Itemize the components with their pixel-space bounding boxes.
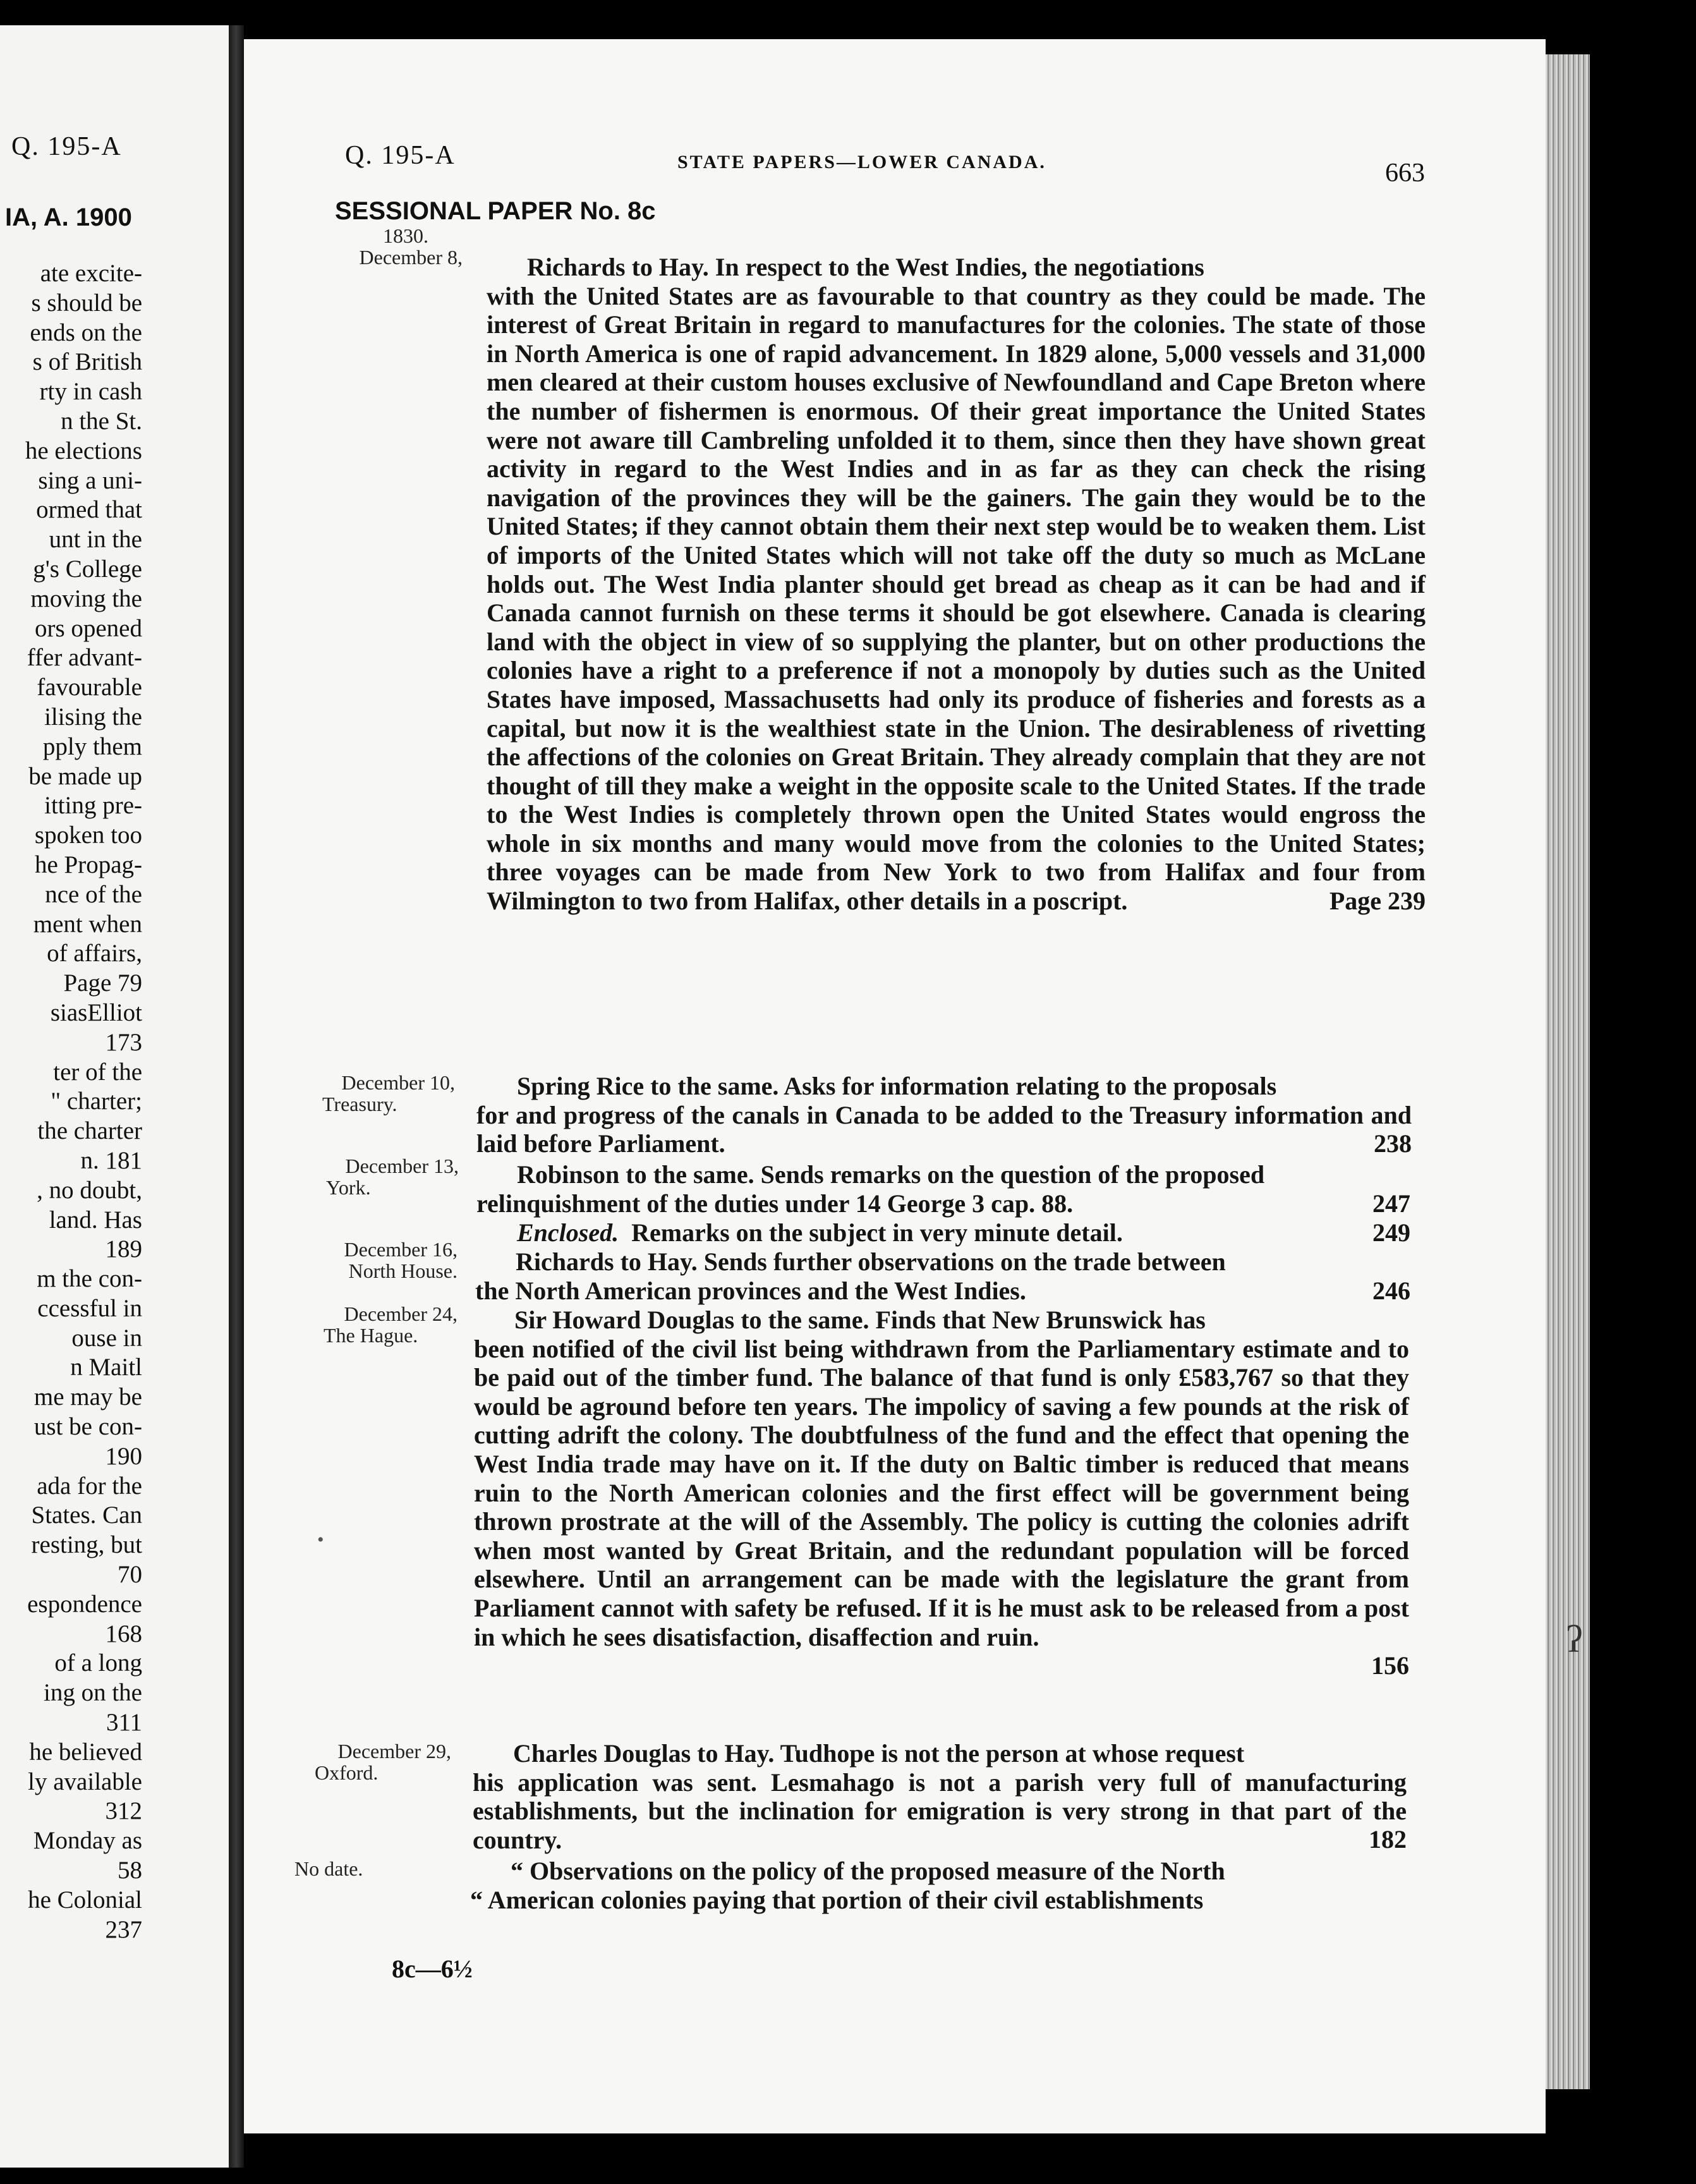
entry-observations [470,1857,1405,1914]
left-page-line: 311 [106,1709,142,1737]
entry-enclosed-row [476,1218,1410,1247]
left-page-line: ffer advant- [27,644,142,672]
entry-body: relinquishment of the duties under 14 George 3 cap. 88. [476,1189,1074,1218]
left-page-line: pply them [42,732,142,760]
left-page-line: ter of the [53,1058,142,1086]
page-header-code: Q. 195-A [345,141,456,170]
entry-date-text: December 8, [359,246,463,269]
entry-lead: “ Observations on the policy of the proposed measure of the North [511,1857,1225,1885]
entry-last-row [476,1189,1410,1218]
enclosed-text: Remarks on the subject in very minute detail. [631,1218,1123,1247]
left-page-header-year: IA, A. 1900 [5,203,132,231]
page-number: 663 [1385,159,1425,188]
left-page-line: m the con- [37,1265,142,1293]
entry-date-text: December 13, [345,1155,459,1177]
left-page-line: g's College [33,555,142,583]
left-page-line: 173 [105,1028,142,1056]
entry-date-text: December 16, [344,1238,457,1261]
entry-last-row [475,1277,1410,1306]
entry-richards-dec16 [475,1247,1410,1305]
entry-place: North House. [348,1259,457,1282]
left-page-line: s of British [32,348,142,376]
entry-date [318,1303,457,1346]
entry-place: Treasury. [322,1093,397,1115]
signature-mark: 8c—6½ [392,1955,473,1983]
left-page-line: spoken too [34,822,142,849]
entry-body: with the United States are as favourable to that country as they could be made. The interest of Great Britain in regard to manufactures for the colonies. The state of those in North America is one of rapid advancement. In 1829 alone, 5,000 vessels and 31,000 men cleared at their custom houses exclusive of Newfoundland and Cape Breton where the number of fishermen is enormous. Of their great importance the United States were not aware till Cambreling unfolded it to them, since then they have shown great activity in regard to the West Indies and in as far as they can check the rising navigation of the provinces they will be the gainers. The gain they would be to the United States; if they cannot obtain them their next step would be to weaken them. List of imports of the United States which will not take off the duty so much as McLane holds out. The West India planter should get bread as cheap as it can be had and if Canada cannot furnish on these terms it should be got elsewhere. Canada is clearing land with the object in view of so supplying the planter, but on other productions the colonies have a right to a preference if not a monopoly by duties such as the United States have imposed, Massachusetts had only its produce of fisheries and forests as a capital, but now it is the wealthiest state in the Union. The desirableness of rivetting the affections of the colonies on Great Britain. They already complain that they are not thought of till they make a weight in the opposite scale to the United States. If the trade to the West Indies is completely thrown open the United States would engross the whole in six months and many would move from the colonies to the United States; three voyages can be made from New York to two from Halifax and four from Wilmington to two from Halifax, other details in a poscript. [487,281,1426,916]
left-page-line: ly available [28,1768,142,1795]
entry-page-ref: 238 [1374,1129,1412,1158]
entry-lead: Robinson to the same. Sends remarks on the question of the proposed [517,1160,1265,1189]
left-page-line: siasElliot [50,998,142,1026]
left-page-line: land. Has [49,1206,142,1234]
entry-date-text: December 10, [341,1071,455,1094]
left-page-line: n Maitl [70,1354,142,1381]
left-page-line: ing on the [44,1679,142,1707]
entry-enclosed [476,1218,1410,1247]
left-page-line: he elections [25,437,142,464]
left-page-line: ust be con- [33,1413,142,1441]
entry-date [324,225,463,268]
entry-page-ref: 182 [1369,1825,1407,1854]
stray-ink-glyph: • [317,1529,324,1550]
left-page-line: me may be [33,1383,142,1411]
entry-lead: Sir Howard Douglas to the same. Finds that New Brunswick has [514,1306,1206,1334]
left-page-line: States. Can [31,1502,142,1529]
left-page-line: 168 [105,1620,142,1647]
entry-richards-dec8 [487,253,1426,915]
left-page-line: ors opened [34,614,142,642]
entry-lead: Richards to Hay. Sends further observations on the trade between [516,1247,1226,1276]
entry-page-ref: 249 [1372,1218,1410,1247]
entry-year: 1830. [383,224,428,247]
left-page-line: ment when [33,910,142,938]
left-page-line: , no doubt, [37,1176,142,1204]
left-page-line: rty in cash [39,378,142,406]
entry-body: his application was sent. Lesmahago is not a parish very full of manufacturing establishments, but the inclination for emigration is very strong in that part of the country. [473,1768,1407,1854]
entry-page-ref: Page 239 [1329,886,1426,915]
left-page-line: ouse in [71,1324,142,1352]
left-page-line: 58 [118,1857,142,1884]
previous-page-fragment [0,25,229,2168]
entry-place: The Hague. [324,1324,418,1347]
left-page-line: he believed [29,1738,142,1766]
sessional-paper-label: SESSIONAL PAPER No. 8c [335,197,656,225]
left-page-line: moving the [30,585,142,612]
left-page-line: s should be [31,289,142,317]
entry-place: York. [326,1176,371,1199]
left-page-line: n. 181 [80,1146,142,1174]
entry-body: for and progress of the canals in Canada to be added to the Treasury information and laid before Parliament. [476,1100,1412,1158]
entry-lead: Charles Douglas to Hay. Tudhope is not the person at whose request [513,1739,1245,1768]
left-page-line: sing a uni- [38,466,142,494]
entry-place: Oxford. [315,1761,379,1784]
entry-date-text: December 29, [337,1740,451,1762]
left-page-line: 70 [118,1561,142,1589]
left-page-line: ends on the [30,318,142,346]
left-page-line: the charter [37,1117,142,1145]
left-page-line: n the St. [61,407,142,435]
entry-spring-rice [476,1072,1412,1158]
entry-page-ref: 246 [1372,1276,1410,1305]
left-page-line: ada for the [37,1472,142,1500]
entry-lead: Spring Rice to the same. Asks for information relating to the proposals [517,1072,1277,1100]
entry-date [316,1072,455,1115]
left-page-line: " charter; [51,1088,142,1115]
left-page-line: Monday as [33,1827,142,1855]
entry-date-text: December 24, [344,1302,457,1325]
entry-page-ref: 247 [1372,1189,1410,1218]
entry-page-ref: 156 [1371,1651,1409,1680]
entry-date [312,1740,451,1783]
book-gutter [229,25,244,2168]
left-page-line: of a long [54,1649,142,1677]
entry-date [294,1858,433,1879]
page-edges [1546,54,1590,2089]
left-page-line: nce of the [45,880,142,908]
entry-body: been notified of the civil list being withdrawn from the Parliamentary estimate and to be paid out of the timber fund. The balance of that fund is only £583,767 so that they would be aground before ten years. The impolicy of saving a few pounds at the risk of cutting adrift the colony. The doubtfulness of the fund and the effect that opening the West India trade may have on it. If the duty on Baltic timber is reduced that means ruin to the North American colonies and the first effect will be government being thrown prostrate at the will of the Assembly. The policy is cutting the colonies adrift when most wanted by Great Britain, and the redundant population will be forced elsewhere. Until an arrangement can be made with the legislature the grant from Parliament cannot with safety be refused. If it is he must ask to be released from a post in which he sees disatisfaction, disaffection and ruin. [474,1334,1409,1651]
left-page-text-lines [0,259,142,1944]
entry-date-text: No date. [294,1857,363,1880]
entry-date [318,1239,457,1282]
margin-mark-glyph: ʔ [1566,1618,1583,1660]
left-page-line: be made up [28,762,142,790]
left-page-line: Page 79 [63,969,142,997]
entry-body: the North American provinces and the West Indies. [475,1276,1026,1305]
left-page-header-code: Q. 195-A [11,132,122,161]
left-page-line: ormed that [36,496,142,524]
left-page-line: ccessful in [37,1294,142,1322]
left-page-line: of affairs, [47,940,142,968]
entry-date [320,1155,459,1198]
entry-robinson [476,1160,1410,1218]
left-page-line: unt in the [49,526,142,554]
left-page-line: 237 [105,1915,142,1943]
left-page-line: ilising the [44,703,142,731]
left-page-line: 312 [105,1797,142,1825]
enclosed-label: Enclosed. [517,1218,619,1247]
left-page-line: espondence [27,1590,142,1618]
left-page-line: itting pre- [44,792,142,820]
entry-body: “ American colonies paying that portion of their civil establishments [470,1885,1204,1914]
left-page-line: 189 [105,1235,142,1263]
left-page-line: 190 [105,1442,142,1470]
left-page-line: he Colonial [28,1886,142,1914]
left-page-line: he Propag- [34,851,142,878]
left-page-line: ate excite- [40,260,142,287]
left-page-line: favourable [37,674,142,701]
entry-lead: Richards to Hay. In respect to the West Indies, the negotiations [527,253,1204,281]
page-header-title: STATE PAPERS—LOWER CANADA. [677,152,1046,173]
left-page-line: resting, but [31,1531,142,1559]
entry-charles-douglas [473,1739,1407,1854]
entry-howard-douglas [474,1306,1409,1680]
